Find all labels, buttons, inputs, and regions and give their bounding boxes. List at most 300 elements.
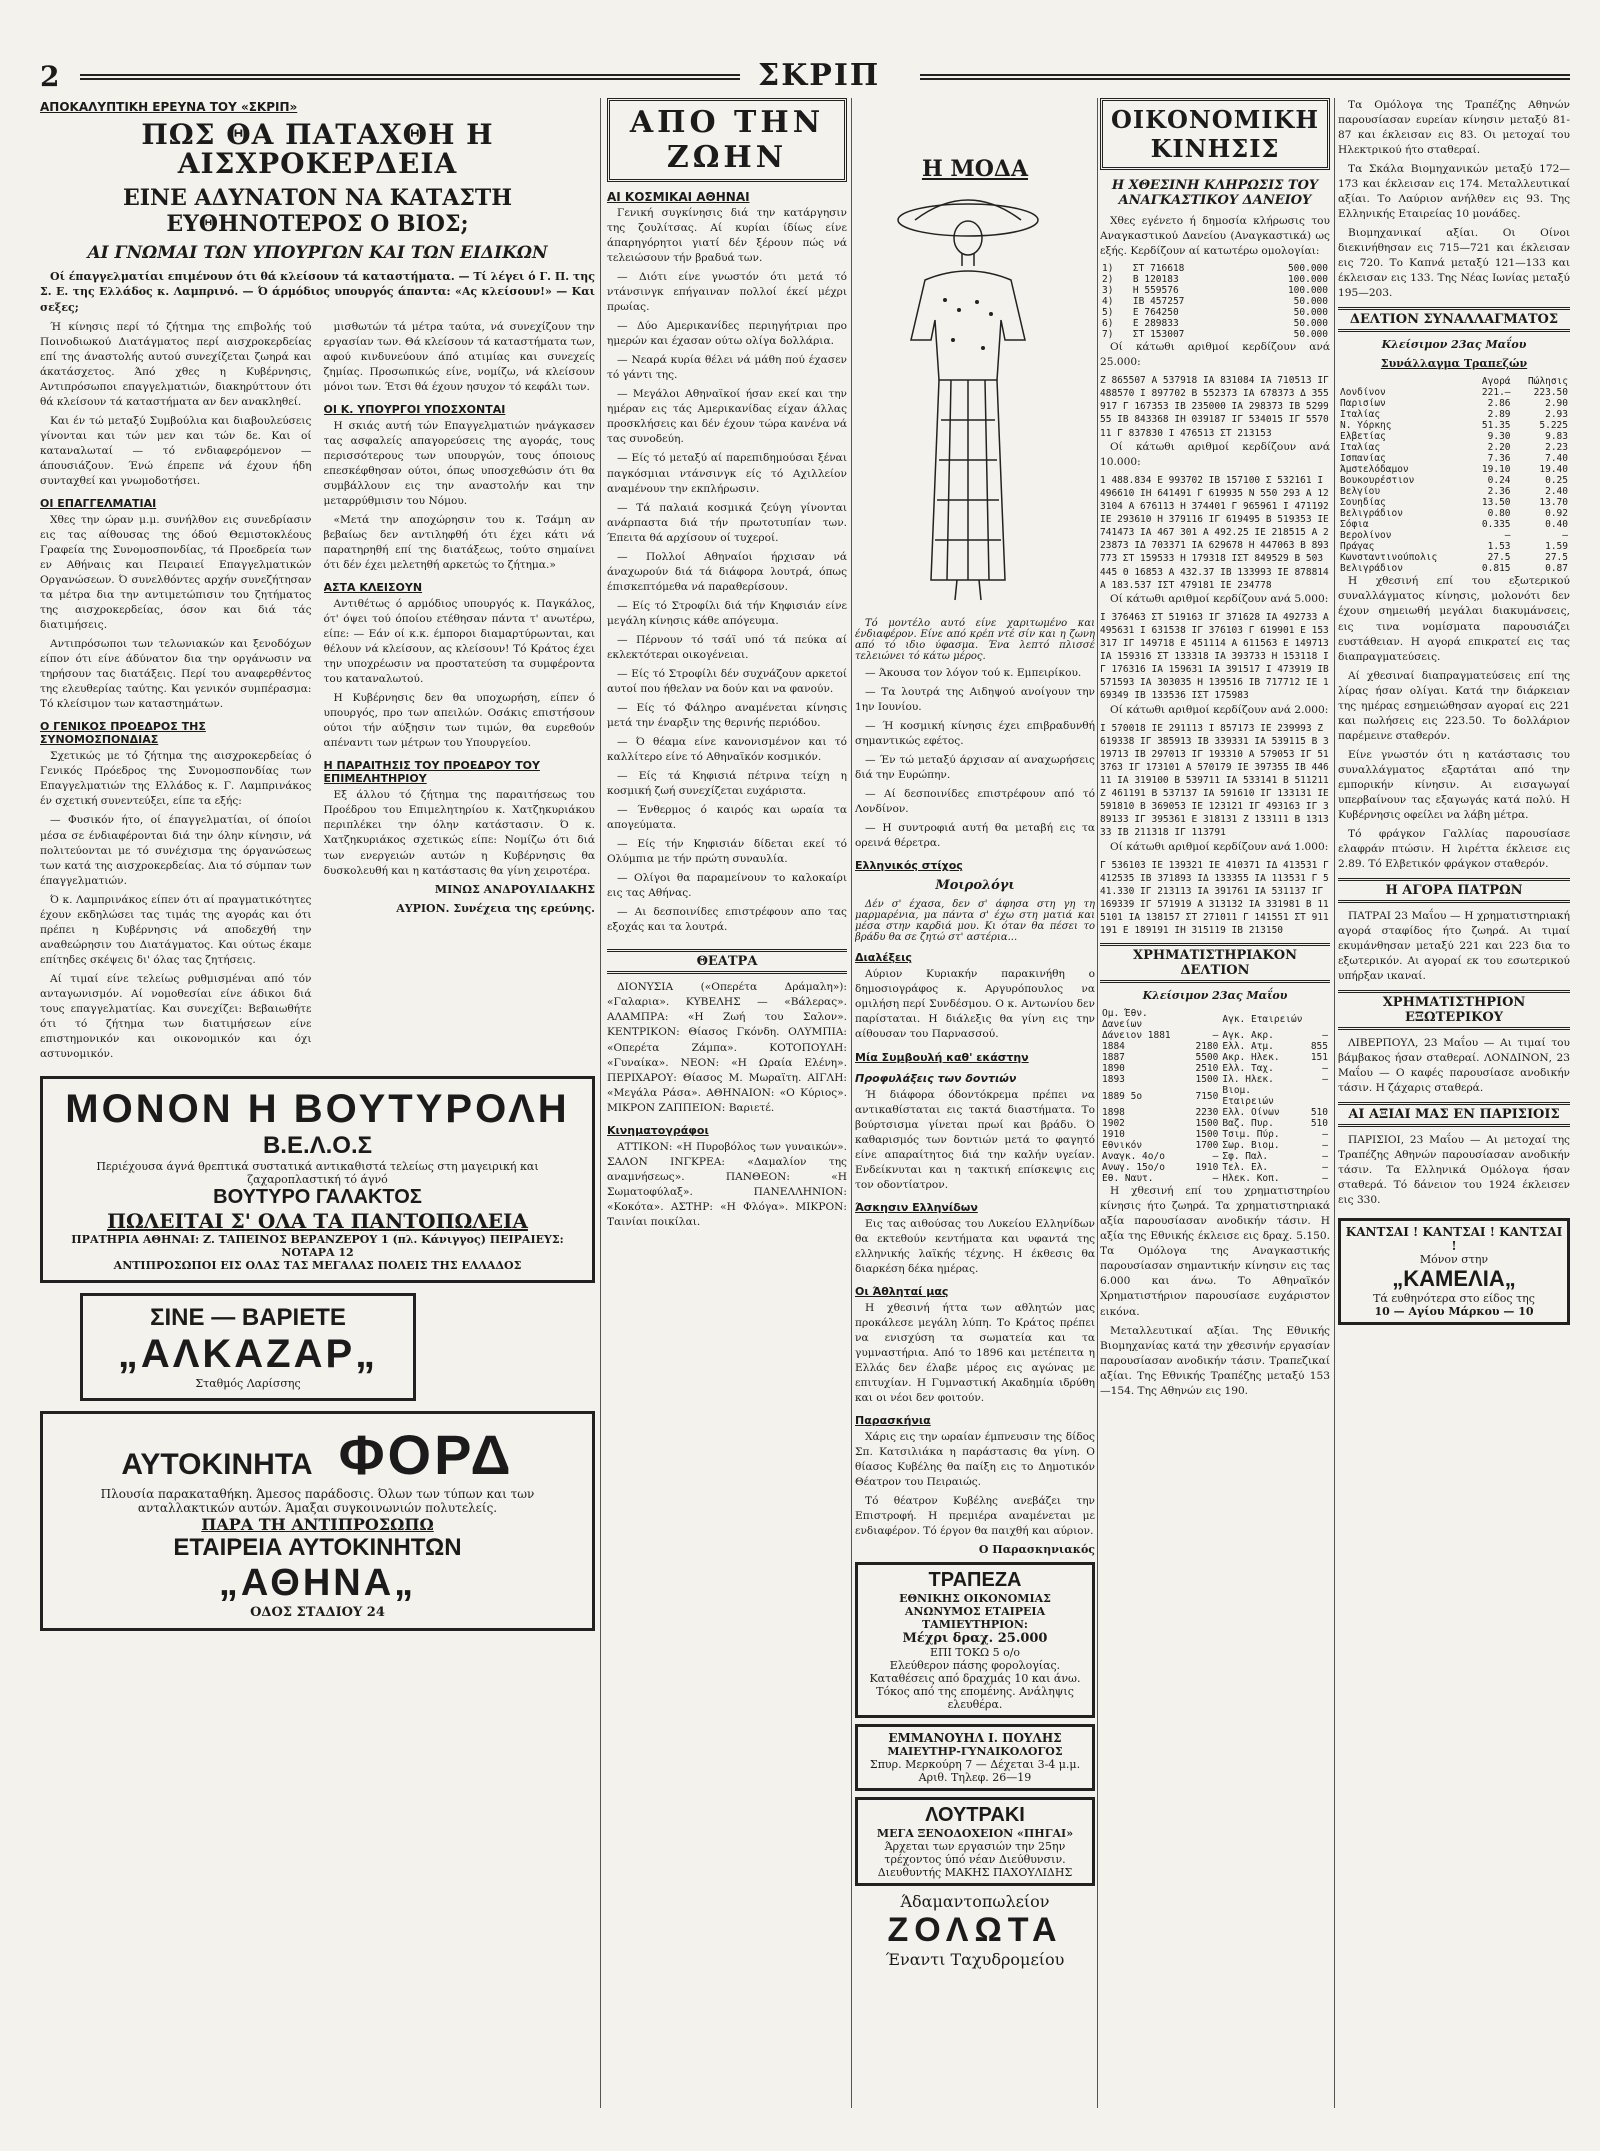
table-cell: Τελ. Ελ.: [1222, 1162, 1269, 1174]
table-cell: —: [1322, 1140, 1328, 1152]
paragraph: Τα Ομόλογα της Τραπέζης Αθηνών παρουσίασαν ευρείαν κίνησιν μεταξύ 81-87 και έκλεισαν εις 83. Οι μετοχαί του Ηλεκτρικού ήτο σταθεραί.: [1338, 99, 1570, 157]
table-cell: [1309, 1008, 1330, 1030]
cinema-heading: Κινηματογράφοι: [607, 1123, 709, 1137]
column-divider: [851, 98, 852, 2108]
table-cell: —: [1322, 1030, 1328, 1042]
paragraph: Ή κίνησις περί τό ζήτημα της επιβολής τού Ποινοδιωκού Διατάγματος περί αισχροκερδείας επί της άναστολής αυτού συνεχίζεται ζωηρά και άκατάσχετος. Άπό χθες η Κυβέρνησις, Αντιπρόσωποι επαγγελματιών, διακηρύττουν ότι θά κλείσουν τά καταστήματα αν δεν ανακληθεί.: [40, 320, 312, 408]
table-row: [1100, 296, 1330, 307]
table-cell: 5): [1102, 307, 1114, 319]
ad-bank: [855, 1562, 1095, 1718]
ad-brand: Β.Ε.Λ.Ο.Σ: [262, 1131, 373, 1159]
paragraph: Και έν τώ μεταξύ Συμβούλια και διαβουλεύσεις γίνονται και τών μεν και τών δε. Και οί καταναλωταί — τό ενδιαφερόμενον — άπουσιάζουν. Ένώ έπρεπε νά έχουν ήδη συνταχθεί και γνωμοδοτήσει.: [40, 414, 312, 487]
table-cell: Σουηδίας: [1340, 497, 1386, 509]
table-cell: 1887: [1102, 1052, 1125, 1064]
table-cell: Βουκουρέστιον: [1340, 475, 1415, 487]
table-cell: Βελγίου: [1340, 486, 1381, 498]
paragraph: ΠΑΤΡΑΙ 23 Μαΐου — Η χρηματιστηριακή αγορά σταφίδος ήτο ζωηρά. Αι τιμαί εκυμάνθησαν μεταξύ 221 και 223 δια το εξωτερικόν. Αι αγοραί εκ του εσωτερικού υπήρξαν ικαναί.: [1338, 910, 1570, 983]
table-cell: 51.35: [1481, 420, 1511, 432]
article-lead: Οί έπαγγελματίαι επιμένουν ότι θά κλείσουν τά καταστήματα. — Τί λέγει ό Γ. Π. της Σ. Ε. της Ελλάδος κ. Λαμπρινό. — Ό άρμόδιος υπουργός άπαντα: «Ας κλείσουν!» — Και σεξες;: [40, 269, 595, 314]
winning-numbers: Ι 376463 ΣΤ 519163 ΙΓ 371628 ΙΑ 492733 Α 495631 Ι 631538 ΙΓ 376103 Γ 619901 Ε 153317 ΙΓ 149718 Ε 451114 Α 611563 Ε 149713 ΙΑ 159316 ΣΤ 133318 ΙΑ 393733 Η 153118 ΙΓ 176316 ΙΑ 159631 ΙΑ 391517 Ι 473919 ΙΒ 571593 ΙΑ 303035 Η 139516 ΙΒ 717712 ΙΕ 169349 ΙΒ 133536 ΙΣΤ 175983: [1100, 611, 1329, 702]
paragraph: — Ή κοσμική κίνησις έχει επιβραδυνθή σημαντικώς εφέτος.: [855, 720, 1095, 748]
table-cell: 7): [1102, 329, 1114, 341]
table-row: [1100, 1162, 1330, 1173]
continued-note: ΑΥΡΙΟΝ. Συνέχεια της ερεύνης.: [396, 901, 595, 915]
table-cell: 1500: [1195, 1129, 1219, 1141]
table-cell: 0.87: [1545, 563, 1568, 575]
table-cell: 0.25: [1545, 475, 1568, 487]
table-cell: 2.93: [1545, 409, 1568, 421]
paragraph: Χθες την ώραν μ.μ. συνήλθον εις συνεδρίασιν εις τας αίθουσας της όδού Θεμιστοκλέους Γραφεία της Συνομοσπονδίας, τά Προεδρεία των εν Αθήναις και Πειραιεί Επαγγελματικών Οργανώσεων. Ό συνελθόντες αρχήν συνεζήτησαν τα μέτρα δια την αντιμετώπισιν του ζητήματος της αισχροκερδείας, όσον και διά τάς διατιμήσεις.: [40, 513, 312, 632]
ad-text: Πλουσία παρακαταθήκη. Άμεσος παράδοσις. Όλων των τύπων και των ανταλλακτικών αυτών. Άμαξαι συγκοινωνιών πολυτελείς.: [100, 1486, 535, 1515]
ad-text: Ελεύθερον πάσης φορολογίας. Καταθέσεις από δραχμάς 10 και άνω. Τόκος από της επομένης. Ανάληψις ελευθέρα.: [869, 1659, 1081, 1712]
paragraph: Η χθεσινή επί του εξωτερικού συναλλάγματος κίνησις, μολονότι δεν έχουν σημειωθή μεγάλαι διακυμάνσεις, εις τινα νομίσματα παρουσιάζει ευστάθειαν. Η αγορά επικρατεί εις τας διαπραγματεύσεις.: [1338, 575, 1570, 663]
table-cell: 0.335: [1481, 519, 1511, 531]
column-divider: [600, 98, 601, 2108]
table-row: [1100, 1074, 1330, 1085]
table-row: [1338, 486, 1570, 497]
table-cell: 0.24: [1487, 475, 1511, 487]
column-header: Αγορά: [1481, 376, 1511, 388]
table-cell: 855: [1310, 1041, 1328, 1053]
table-row: [1338, 541, 1570, 552]
table-cell: 5500: [1195, 1052, 1219, 1064]
table-cell: Ε 289833: [1132, 318, 1179, 330]
table-header-row: [1338, 376, 1570, 387]
table-cell: 9.30: [1487, 431, 1511, 443]
table-cell: 1700: [1195, 1140, 1219, 1152]
ad-company-name: „ΑΘΗΝΑ„: [218, 1561, 417, 1604]
table-cell: —: [1504, 530, 1511, 542]
table-cell: Εθ. Ναυτ.: [1102, 1173, 1154, 1185]
ad-availability: ΠΩΛΕΙΤΑΙ Σ' ΟΛΑ ΤΑ ΠΑΝΤΟΠΩΛΕΙΑ: [107, 1208, 528, 1233]
table-cell: 5.225: [1539, 420, 1568, 432]
table-row: [1100, 263, 1330, 274]
paragraph: Τό θέατρον Κυβέλης ανεβάζει την Επιστροφή. Η πρεμιέρα αναμένεται με ενδιαφέρον. Τό έργον θα παιχθή και αύριον.: [855, 1495, 1095, 1538]
table-cell: 50.000: [1293, 329, 1328, 341]
table-cell: 50.000: [1293, 296, 1328, 308]
table-cell: ΙΒ 457257: [1132, 296, 1185, 308]
economy-column: [1100, 98, 1330, 2108]
stock-bulletin-heading: ΧΡΗΜΑΤΙΣΤΗΡΙΑΚΟΝ ΔΕΛΤΙΟΝ: [1100, 943, 1330, 983]
table-cell: 13.50: [1481, 497, 1511, 509]
ad-hotel: ΜΕΓΑ ΞΕΝΟΔΟΧΕΙΟΝ «ΠΗΓΑΙ»: [876, 1827, 1074, 1841]
ad-slogan: Τά ευθηνότερα στο είδος της: [1373, 1292, 1535, 1306]
paragraph: — Η συντροφιά αυτή θα μεταβή εις τα ορεινά θέρετρα.: [855, 822, 1095, 850]
ad-title: ΛΟΥΤΡΑΚΙ: [925, 1804, 1025, 1827]
ad-address: 10 — Αγίου Μάρκου — 10: [1374, 1305, 1534, 1319]
subheading: ΑΣΤΑ ΚΛΕΙΣΟΥΝ: [323, 581, 423, 595]
paragraph: Εις τας αιθούσας του Λυκείου Ελληνίδων θα εκτεθούν κεντήματα και υφαντά της ελληνικής λαϊκής τέχνης. Η έκθεσις θα διαρκέση δέκα ημέρας.: [855, 1217, 1095, 1275]
ad-company-type: ΑΝΩΝΥΜΟΣ ΕΤΑΙΡΕΙΑ: [904, 1605, 1046, 1619]
paragraph: — Ολίγοι θα παραμείνουν το καλοκαίρι εις τας Αθήνας.: [607, 872, 847, 900]
table-row: [1338, 497, 1570, 508]
table-cell: —: [1322, 1074, 1328, 1086]
page-number: 2: [40, 60, 60, 93]
table-row: [1338, 387, 1570, 398]
table-cell: 2.86: [1487, 398, 1511, 410]
table-row: [1338, 409, 1570, 420]
table-cell: 0.92: [1545, 508, 1568, 520]
ad-title: ΚΑΝΤΣΑΙ ! ΚΑΝΤΣΑΙ ! ΚΑΝΤΣΑΙ !: [1345, 1225, 1563, 1254]
ad-location: Έναντι Ταχυδρομείου: [885, 1950, 1065, 1970]
paris-heading: ΑΙ ΑΞΙΑΙ ΜΑΣ ΕΝ ΠΑΡΙΣΙΟΙΣ: [1338, 1102, 1570, 1127]
table-cell: [1309, 1085, 1330, 1107]
paragraph: ΛΙΒΕΡΠΟΥΛ, 23 Μαΐου — Αι τιμαί του βάμβακος ήσαν σταθεραί. ΛΟΝΔΙΝΟΝ, 23 Μαΐου — Ο καφές παρουσίασε ανοδικήν τάσιν. Η ζάχαρις σταθερά.: [1338, 1037, 1570, 1095]
table-cell: Ελλ. Ταχ.: [1222, 1063, 1274, 1075]
table-cell: 2180: [1195, 1041, 1219, 1053]
paragraph: — Αι δεσποινίδες επιστρέφουν απο τας εξοχάς και τα λουτρά.: [607, 906, 847, 934]
paragraph: Χάρις εις την ωραίαν έμπνευσιν της δίδος Σπ. Κατσιλιάκα η παράστασις θα γίνη. Ο θίασος Κυβέλης θα παίξη εις το Δημοτικόν Θέατρον του Πειραιώς.: [855, 1431, 1095, 1489]
table-cell: Ελλ. Οίνων: [1222, 1107, 1280, 1119]
table-row: [1100, 1063, 1330, 1074]
table-row: [1100, 285, 1330, 296]
table-cell: Β 120183: [1132, 274, 1179, 286]
paragraph: — Φυσικόν ήτο, οί έπαγγελματίαι, οί όποίοι μέσα σε ένδιαφέρονται διά την όλην κίνησιν, νά πολιτεύονται με τό συνέχισμα της όργανώσεως των κατά της αισχροκερδείας. Δια τό σύμπαν των έπαγγελματιών.: [40, 814, 312, 887]
ad-title: ΑΥΤΟΚΙΝΗΤΑ: [121, 1447, 313, 1481]
ad-brand: „ΑΛΚΑΖΑΡ„: [117, 1331, 379, 1376]
table-cell: —: [1212, 1151, 1219, 1163]
column-kicker: ΑΙ ΚΟΣΜΙΚΑΙ ΑΘΗΝΑΙ: [607, 190, 750, 204]
table-row: [1338, 464, 1570, 475]
table-row: [1100, 1118, 1330, 1129]
table-cell: Εθνικόν: [1102, 1140, 1143, 1152]
table-cell: 221.—: [1481, 387, 1511, 399]
paragraph: Οί κάτωθι αριθμοί κερδίζουν ανά 25.000:: [1100, 341, 1330, 369]
article-body-left: [40, 320, 312, 1066]
ad-text: Περιέχουσα άγνά θρεπτικά συστατικά αντικαθιστά τελείως στη μαγειρική και ζαχαροπλαστική τό άγνό: [96, 1159, 539, 1186]
paragraph: — Μεγάλοι Αθηναϊκοί ήσαν εκεί και την ημέραν εις τάς Αμερικανίδας είχαν άλλας προσκλήσεις και δέν έχουν τώρα κανένα νά τας συνοδεύη.: [607, 388, 847, 446]
article-body: [40, 320, 595, 1066]
table-row: [1338, 453, 1570, 464]
column-header: Πώλησις: [1527, 376, 1568, 388]
table-cell: Σωρ. Βιομ.: [1222, 1140, 1280, 1152]
paragraph: — Πέρνουν τό τσάϊ υπό τά πεύκα αί εκλεκτότεραι οικογένειαι.: [607, 633, 847, 661]
table-cell: 4): [1102, 296, 1114, 308]
table-cell: Ισπανίας: [1340, 453, 1386, 465]
table-cell: 0.40: [1545, 519, 1568, 531]
table-cell: Δάνειον 1881: [1102, 1030, 1171, 1042]
table-cell: [1193, 1008, 1220, 1030]
paragraph: ΠΑΡΙΣΙΟΙ, 23 Μαΐου — Αι μετοχαί της Τραπέζης Αθηνών παρουσίασαν ανοδικήν τάσιν. Τα Ελληνικά Ομόλογα ήσαν σταθερά. Τό δάνειον του 1924 έκλεισεν εις 330.: [1338, 1134, 1570, 1207]
advice-heading: Μία Συμβουλή καθ' εκάστην: [855, 1050, 1029, 1064]
ad-title: ΤΡΑΠΕΖΑ: [928, 1569, 1022, 1592]
exchange-subheading: Συνάλλαγμα Τραπεζών: [1380, 357, 1528, 371]
paragraph: — Τά παλαιά κοσμικά ζεύγη γίνονται ανάρπαστα διά τήν πρωτοτυπίαν των. Έπειτα θά αρχίσουν οί τυχεροί.: [607, 501, 847, 544]
poetry-heading: Ελληνικός στίχος: [855, 859, 963, 873]
article-body-right: [324, 320, 596, 1066]
paragraph: Είνε γνωστόν ότι η κατάστασις του συναλλάγματος εξαρτάται από την εμπορικήν κίνησιν. Αι εισαγωγαί υπερβαίνουν τας εξαγωγάς κατά πολύ. Η Κυβέρνησις οφείλει να λάβη μέτρα.: [1338, 748, 1570, 821]
table-cell: Αναγκ. 4ο/ο: [1102, 1151, 1165, 1163]
paragraph: Σχετικώς με τό ζήτημα της αισχροκερδείας ό Γενικός Πρόεδρος της Συνομοσπονδίας των Επαγγελματιών της Ελλάδος κ. Γ. Λαμπρινάκος έν σχετική συνεντεύξει, είπε τα εξής:: [40, 750, 312, 808]
paragraph: Οί κάτωθι αριθμοί κερδίζουν ανά 10.000:: [1100, 440, 1330, 468]
table-cell: 6): [1102, 318, 1114, 330]
poem-title: Μοιρολόγι: [935, 878, 1015, 894]
cinema-listings: ΑΤΤΙΚΟΝ: «Η Πυροβόλος των γυναικών». ΣΑΛΟΝ ΙΝΓΚΡΕΑ: «Δαμαλίον της αναμνήσεως». ΠΑΝΘΕΟΝ: «Η Σωματοφύλαξ». ΠΑΝΕΛΛΗΝΙΟΝ: «Κοκότα». ΑΣΤΗΡ: «Η Φλόγα». ΜΙΚΡΟΝ: Ταινίαι ποικίλαι.: [607, 1140, 847, 1228]
ad-alkazar: [80, 1293, 416, 1401]
table-cell: 510: [1310, 1107, 1328, 1119]
fashion-illustration: [855, 190, 1081, 610]
paragraph: — Πολλοί Αθηναίοι ήρχισαν νά άναχωρούν διά τά διάφορα λουτρά, όπως έπισκεπτόμεθα νά παραθερίσουν.: [607, 550, 847, 593]
subheading: Η ΠΑΡΑΙΤΗΣΙΣ ΤΟΥ ΠΡΟΕΔΡΟΥ ΤΟΥ ΕΠΙΜΕΛΗΤΗΡΙΟΥ: [323, 759, 540, 786]
paragraph: — Είς τό μεταξύ αί παρεπιδημούσαι ξέναι παγκόσμιαι ντάνσινγκ είς τό Αχιλλείον αναμένουν την εκπλήρωσιν.: [607, 452, 847, 495]
fashion-caption: Τό μοντέλο αυτό είνε χαριτωμένο και ένδιαφέρον. Είνε από κρέπ ντέ σίν και η ζωνη από τό ιδιο ύφασμα. Ένα λεπτό πλισσέ τελειώνει τό κάτω μέρος.: [855, 618, 1095, 662]
paragraph: Αί τιμαί είνε τελείως ρυθμισμέναι από τόν ανταγωνισμόν. Αί νομοθεσίαι είνε άδικοι διά τους επαγγελματίας. Και συνεχίζει: Βεβαιωθήτε ότι τό ζήτημα των διατιμήσεων είνε επιστημονικόν και οικονομικόν και όχι αστυνομικόν.: [40, 972, 312, 1060]
subheading: ΟΙ Κ. ΥΠΟΥΡΓΟΙ ΥΠΟΣΧΟΝΤΑΙ: [323, 402, 506, 416]
ad-address: ΠΡΑΤΗΡΙΑ ΑΘΗΝΑΙ: Ζ. ΤΑΠΕΙΝΟΣ ΒΕΡΑΝΖΕΡΟΥ 1 (πλ. Κάνιγγος) ΠΕΙΡΑΙΕΥΣ: ΝΟΤΑΡΑ 12: [71, 1232, 564, 1259]
table-cell: Ν. Υόρκης: [1340, 420, 1392, 432]
header-rule-right: [920, 74, 1570, 80]
ad-ford: [40, 1411, 595, 1631]
table-cell: 2230: [1195, 1107, 1219, 1119]
table-cell: 2.20: [1487, 442, 1511, 454]
table-cell: 223.50: [1533, 387, 1568, 399]
table-row: [1338, 530, 1570, 541]
table-row: [1338, 398, 1570, 409]
paragraph: Βιομηχανικαί αξίαι. Οι Οίνοι διεκινήθησαν εις 715—721 και έκλεισαν εις 720. Το Καπνά μεταξύ 121—133 και έκλεισαν εις 133. Της Νέας Ιωνίας μεταξύ 195—203.: [1338, 227, 1570, 300]
table-cell: Ε 764250: [1132, 307, 1179, 319]
table-cell: —: [1562, 530, 1568, 542]
paragraph: Αντιπρόσωποι των τελωνιακών και ξενοδόχων είπον ότι είνε άδύνατον δια την οργάνωσιν να τηρήσουν τας διατάξεις. Περί του αναφερθέντος της ελευθερίας ταύτης. Και γενικόν συμπέρασμα: Τό κλείσιμον των καταστημάτων.: [40, 638, 312, 711]
paragraph: — Άκουσα τον λόγον τού κ. Εμπειρίκου.: [865, 667, 1082, 679]
table-cell: 1893: [1102, 1074, 1125, 1086]
table-cell: Πράγας: [1340, 541, 1375, 553]
foreign-exchange-heading: ΧΡΗΜΑΤΙΣΤΗΡΙΟΝ ΕΞΩΤΕΡΙΚΟΥ: [1338, 990, 1570, 1030]
ad-title: ΣΙΝΕ — ΒΑΡΙΕΤΕ: [150, 1303, 346, 1331]
table-cell: 1): [1102, 263, 1114, 275]
table-cell: Βελιγράδιον: [1340, 563, 1403, 575]
table-cell: 7.40: [1545, 453, 1568, 465]
table-row: [1338, 442, 1570, 453]
table-cell: Ελβετίας: [1340, 431, 1386, 443]
table-cell: Ακρ. Ηλεκ.: [1222, 1052, 1280, 1064]
ad-zolota: [855, 1892, 1095, 1969]
paragraph: Αύριον Κυριακήν παρακινήθη ο δημοσιογράφος κ. Αργυρόπουλος να ομιλήση περί Συνδέσμου. Ο κ. Αντωνίου δεν παρίσταται. Η διάλεξις θα γίνη εις την αίθουσαν του Παρνασσού.: [855, 968, 1095, 1041]
table-cell: Αγκ. Εταιρειών: [1222, 1013, 1303, 1025]
table-cell: 9.83: [1545, 431, 1568, 443]
table-cell: 2.40: [1545, 486, 1568, 498]
table-cell: Σόφια: [1340, 519, 1369, 531]
table-cell: Ελλ. Ατμ.: [1222, 1041, 1274, 1053]
ad-profession: ΜΑΙΕΥΤΗΡ-ΓΥΝΑΙΚΟΛΟΓΟΣ: [887, 1745, 1063, 1759]
table-cell: Βαζ. Πυρ.: [1222, 1118, 1274, 1130]
investigation-column: [40, 98, 595, 2108]
table-row: [1100, 274, 1330, 285]
table-cell: 19.40: [1539, 464, 1568, 476]
table-row: [1100, 1008, 1330, 1030]
table-cell: 1889 5ο: [1102, 1090, 1143, 1102]
article-headline: ΠΩΣ ΘΑ ΠΑΤΑΧΘΗ Η ΑΙΣΧΡΟΚΕΡΔΕΙΑ: [141, 118, 494, 181]
table-cell: 3): [1102, 285, 1114, 297]
table-cell: 1884: [1102, 1041, 1125, 1053]
table-row: [1100, 307, 1330, 318]
winning-numbers: 1 488.834 Ε 993702 ΙΒ 157100 Σ 532161 Ι 496610 ΙΗ 641491 Γ 619935 Ν 550 293 Α 123104 Α 676113 Η 374401 Γ 965961 Ι 471192 ΙΕ 293610 Η 379116 ΙΓ 619495 Β 519353 ΙΕ 741473 ΙΑ 467 301 Α 492.25 ΙΕ 218515 Α 223873 ΙΔ 703371 ΙΑ 629678 Η 447063 Β 893773 ΣΤ 159533 Η 179318 ΙΣΤ 849529 Β 503 445 Θ 16853 Α 432.37 ΙΒ 133993 ΙΕ 878814 Α 183.537 ΙΣΤ 479181 ΙΕ 234778: [1100, 474, 1329, 591]
subheading: ΟΙ ΕΠΑΓΓΕΛΜΑΤΙΑΙ: [40, 496, 157, 510]
table-cell: —: [1322, 1129, 1328, 1141]
paragraph: — Αί δεσποινίδες επιστρέφουν από τό Λονδίνον.: [855, 788, 1095, 816]
table-cell: Αγκ. Ακρ.: [1222, 1030, 1274, 1042]
paragraph: — Τα λουτρά της Αιδηψού ανοίγουν την 1ην Ιουνίου.: [855, 686, 1095, 714]
table-row: [1100, 1030, 1330, 1041]
ad-text: Άρχεται των εργασιών την 25ην τρέχοντος ύπό νέαν Διεύθυνσιν.: [884, 1840, 1066, 1867]
column-header: [1338, 376, 1470, 387]
table-row: [1100, 318, 1330, 329]
winning-numbers: Γ 536103 ΙΕ 139321 ΙΕ 410371 ΙΔ 413531 Γ 412535 ΙΒ 371893 ΙΔ 133355 ΙΑ 113531 Γ 541.330 ΙΓ 213113 ΙΑ 391761 ΙΑ 531137 ΙΓ 169339 ΙΓ 571919 Α 313132 ΙΑ 331981 Β 115101 ΙΑ 138157 ΣΤ 271011 Γ 141551 ΣΤ 911191 Ε 189191 ΙΗ 315119 ΙΒ 213150: [1100, 859, 1329, 937]
table-cell: Παρισίων: [1340, 398, 1386, 410]
table-cell: 2.23: [1545, 442, 1568, 454]
table-row: [1100, 1085, 1330, 1107]
table-cell: —: [1212, 1030, 1219, 1042]
paragraph: — Νεαρά κυρία θέλει νά μάθη πού έχασεν τό γάντι της.: [607, 354, 847, 382]
ad-brand: ΦΟΡΔ: [338, 1422, 514, 1486]
table-cell: 7.36: [1487, 453, 1511, 465]
lottery-heading: Η ΧΘΕΣΙΝΗ ΚΛΗΡΩΣΙΣ ΤΟΥ ΑΝΑΓΚΑΣΤΙΚΟΥ ΔΑΝΕΙΟΥ: [1111, 178, 1319, 208]
ad-product: ΒΟΥΤΥΡΟ ΓΑΛΑΚΤΟΣ: [213, 1185, 422, 1208]
table-cell: Σφ. Παλ.: [1222, 1151, 1269, 1163]
table-row: [1338, 431, 1570, 442]
table-cell: 1910: [1102, 1129, 1125, 1141]
ad-title: ΜΟΝΟΝ Η ΒΟΥΤΥΡΟΛΗ: [65, 1086, 570, 1131]
paragraph: — Διότι είνε γνωστόν ότι μετά τό ντάνσινγκ επήγαιναν πολλοί έκεί μέχρι πρωίας.: [607, 271, 847, 314]
table-row: [1100, 1173, 1330, 1184]
table-cell: Ανωγ. 15ο/ο: [1102, 1162, 1165, 1174]
table-cell: —: [1212, 1173, 1219, 1185]
prize-table: [1100, 263, 1330, 340]
paragraph: Η σκιάς αυτή τών Επαγγελματιών ηνάγκασεν τας ασφαλείς απαγορεύσεις της αγοράς, τους περισσότερους των υπουργών, τους όποιους επεσκέφθησαν ούτοι, όπως υποσχεθώσιν ότι θα συμβάλλουν εις την αναστολήν και την μεταρρύθμισιν του Νόμου.: [323, 419, 595, 507]
table-cell: 1898: [1102, 1107, 1125, 1119]
paragraph: Ό κ. Λαμπρινάκος είπεν ότι αί πραγματικότητες έχουν εκδηλώσει τας τιμάς της αγοράς και ότι πρέπει η Κυβέρνησις νά αποδεχθή την αναθεώρησιν του Διατάγματος. Και ούτως έκαμε επίτηδες σκέψεις δι' όλας τας ζητήσεις.: [40, 893, 312, 966]
table-cell: —: [1322, 1151, 1328, 1163]
paragraph: Η χθεσινή επί του χρηματιστηρίου κίνησις ήτο ζωηρά. Τα χρηματιστηριακά αξία παρουσίασαν ανοδικήν τάσιν. Η αξία της Εθνικής έκλεισε εις δραχ. 5.150. Τα Ομόλογα της Αναγκαστικής παρουσίασαν σημαντικήν κίνησιν εις τας 6.000 και άνω. Το Αθηναϊκόν Χρηματιστήριον παρουσίασε ευχάριστον εικόνα.: [1100, 1185, 1330, 1318]
table-cell: 500.000: [1287, 263, 1328, 275]
paragraph: — Είς τά Κηφισιά πέτρινα τείχη η κοσμική ζωή συνεχίζεται ευχάριστα.: [607, 770, 847, 798]
section-title-life: ΑΠΟ ΤΗΝ ΖΩΗΝ: [607, 98, 847, 182]
column-divider: [1097, 98, 1098, 2108]
ad-director: Διευθυντής ΜΑΚΗΣ ΠΑΧΟΥΛΙΔΗΣ: [877, 1866, 1073, 1880]
table-cell: 510: [1310, 1118, 1328, 1130]
article-deck: ΑΙ ΓΝΩΜΑΙ ΤΩΝ ΥΠΟΥΡΓΩΝ ΚΑΙ ΤΩΝ ΕΙΔΙΚΩΝ: [87, 242, 548, 263]
table-cell: Ιταλίας: [1340, 442, 1381, 454]
paragraph: Η Κυβέρνησις δεν θα υποχωρήση, είπεν ό υπουργός, προ των απειλών. Οσάκις επιστήσουν ούτοι τήν αύξησιν των τιμών, θα ευρεθούν απέναντι των μέτρων του Υπουργείου.: [323, 692, 595, 750]
table-row: [1100, 1151, 1330, 1162]
table-row: [1100, 1052, 1330, 1063]
table-cell: 50.000: [1293, 318, 1328, 330]
paragraph: Αντιθέτως ό αρμόδιος υπουργός κ. Παγκάλος, ότ' όψει τού όποίου ετέθησαν πάντα τ' ανωτέρω, είπε: — Εάν οί κ.κ. έμποροι διαμαρτύρωνται, και θέλουν νά κλείσουν, ας κλείσουν! Τό Κράτος έχει την υποχρέωσιν να προστατεύση τα συμφέροντα του καταναλωτού.: [323, 598, 595, 686]
stock-bulletin-date: Κλείσιμον 23ας Μαΐου: [1142, 989, 1288, 1003]
table-cell: 1902: [1102, 1118, 1125, 1130]
ad-text: Μόνον στην: [1419, 1253, 1489, 1267]
table-cell: Άμστελόδαμον: [1340, 464, 1409, 476]
paragraph: — Ένθερμος ό καιρός και ωραία τα απογεύματα.: [607, 804, 847, 832]
table-cell: 1.53: [1487, 541, 1511, 553]
paragraph: — Έν τώ μεταξύ άρχισαν αί αναχωρήσεις διά την Ευρώπην.: [855, 754, 1095, 782]
table-cell: Βιομ. Εταιρειών: [1222, 1085, 1274, 1108]
author-signature: ΜΙΝΩΣ ΑΝΔΡΟΥΛΙΔΑΚΗΣ: [434, 882, 595, 896]
poem-text: Δέν σ' έχασα, δεν σ' άφησα στη γη τη μαρμαρένια, μα πάντα σ' έχω στη ματιά και μέσα στην καρδιά μου. Κι όταν θα πέσει το βράδυ θα σε ζητώ στ' αστέρια...: [855, 899, 1095, 944]
table-cell: Ιλ. Ηλεκ.: [1222, 1074, 1274, 1086]
exchange-column: [1338, 98, 1570, 2108]
paragraph: Εξ άλλου τό ζήτημα της παραιτήσεως του Προέδρου του Επιμελητηρίου κ. Χατζηκυριάκου περιπλέκει την όλην κατάστασιν. Ό κ. Χατζηκυριάκος σχετικώς είπε: Νομίζω ότι διά των ενεργειών αυτών η Κυβέρνησις θα δυσκολευθή και η κατάστασις θα γίνη χειροτέρα.: [323, 789, 595, 877]
paragraph: Η χθεσινή ήττα των αθλητών μας προκάλεσε μεγάλη λύπη. Το Κράτος πρέπει να ενισχύση τα σωματεία και τα γυμναστήρια. Από το 1896 και μετέπειτα η Ελλάς δεν έλαβε μέρος εις αγώνας με επιτυχίαν. Η Γυμναστική Ακαδημία ιδρύθη και οι νέοι δεν φοιτούν.: [855, 1301, 1095, 1405]
masthead: ΣΚΡΙΠ: [750, 58, 888, 93]
table-row: [1100, 1107, 1330, 1118]
paragraph: Τα Σκάλα Βιομηχανικών μεταξύ 172—173 και έκλεισαν εις 174. Μεταλλευτικαί αξίαι. Το Λαύριον ανήλθεν εις 93. Της Ελληνικής Εταιρείας 10 μονάδες.: [1338, 163, 1570, 221]
paragraph: Γενική συγκίνησις διά την κατάργησιν της ζουλίτσας. Αί κυρίαι ίδίως είνε άπαρηγόρητοι γιατί δέν ξέρουν πώς νά τελειώσουν τήν βραδυά των.: [607, 207, 847, 265]
article-kicker: ΑΠΟΚΑΛΥΠΤΙΚΗ ΕΡΕΥΝΑ ΤΟΥ «ΣΚΡΙΠ»: [40, 100, 298, 114]
paragraph: — Είς τό Στροφίλι διά τήν Κηφισιάν είνε μεγάλη κίνησις κάθε απόγευμα.: [607, 599, 847, 627]
section-title-economy: ΟΙΚΟΝΟΜΙΚΗ ΚΙΝΗΣΙΣ: [1100, 98, 1330, 170]
table-cell: 27.5: [1545, 552, 1568, 564]
advice-title: Προφυλάξεις των δοντιών: [855, 1071, 1017, 1085]
table-cell: Βερολίνον: [1340, 530, 1392, 542]
ad-bank-name: ΕΘΝΙΚΗΣ ΟΙΚΟΝΟΜΙΑΣ: [899, 1592, 1051, 1606]
ad-voutyroli: [40, 1076, 595, 1283]
fashion-column: [855, 98, 1095, 2108]
table-cell: —: [1322, 1063, 1328, 1075]
life-column: [607, 98, 847, 2108]
table-row: [1338, 519, 1570, 530]
paragraph: — Δύο Αμερικανίδες περιηγήτριαι προ ημερών και έχασαν ούτω ολίγα δολλάρια.: [607, 320, 847, 348]
table-cell: Ιταλίας: [1340, 409, 1381, 421]
table-cell: Κωνσταντινούπολις: [1340, 552, 1438, 564]
table-cell: 1890: [1102, 1063, 1125, 1075]
table-cell: Ηλεκ. Κοπ.: [1222, 1173, 1280, 1185]
paragraph: — Είς τό Φάληρο αναμένεται κίνησις μετά την έναρξιν της θερινής περιόδου.: [607, 701, 847, 729]
table-cell: 0.815: [1481, 563, 1511, 575]
paragraph: Χθες εγένετο ή δημοσία κλήρωσις του Αναγκαστικού Δανείου (Αναγκαστικά) ως εξής. Κερδίζουν αί κατωτέρω ομολογίαι:: [1100, 215, 1330, 258]
paragraph: Οί κάτωθι αριθμοί κερδίζουν ανά 5.000:: [1110, 592, 1329, 605]
ad-doctor: [855, 1724, 1095, 1791]
ad-interest: ΕΠΙ ΤΟΚΩ 5 ο/ο: [929, 1646, 1021, 1660]
ad-kamelia: [1338, 1218, 1570, 1325]
page-header: [40, 60, 1570, 94]
table-row: [1100, 1041, 1330, 1052]
paragraph: — Ό θέαμα είνε κανονισμένον και τό καλλίτερο είνε τό Αθηναϊκόν κοσμικόν.: [607, 736, 847, 764]
paragraph: μισθωτών τά μέτρα ταύτα, νά συνεχίζουν την εργασίαν των. Θά κλείσουν τά καταστήματα των, αφού κινδυνεύουν άπό ατιμίας και συνεχείς ζημίας. Προσωπικώς είνε, νομίζω, νά κλείσουν μόνοι των. Έτσι θά έχουν ησυχον τό κεφάλι των.: [323, 320, 595, 393]
ad-title-row: [53, 1422, 582, 1487]
ad-name: ΕΜΜΑΝΟΥΗΛ Ι. ΠΟΥΛΗΣ: [888, 1731, 1062, 1746]
lectures-heading: Διαλέξεις: [855, 951, 912, 965]
table-cell: 2510: [1195, 1063, 1219, 1075]
table-row: [1338, 508, 1570, 519]
table-cell: 1910: [1195, 1162, 1219, 1174]
table-row: [1338, 420, 1570, 431]
ad-company: ΕΤΑΙΡΕΙΑ ΑΥΤΟΚΙΝΗΤΩΝ: [173, 1533, 462, 1561]
ad-amount: Μέχρι δραχ. 25.000: [902, 1631, 1048, 1647]
theatre-listings: ΔΙΟΝΥΣΙΑ («Οπερέτα Δράμαλη»): «Γαλαρια». ΚΥΒΕΛΗΣ — «Βάλερας». ΑΛΑΜΠΡΑ: «Η Ζωή του Σαλον». ΚΕΝΤΡΙΚΟΝ: Θίασος Γκόνδη. ΟΛΥΜΠΙΑ: «Οπερέτα Ζάμπα». ΚΟΤΟΠΟΥΛΗ: «Γυναίκα». ΝΕΟΝ: «Η Ωραία Ελένη». ΠΕΡΙΧΑΡΟΥ: Θίασος Μ. Μωραϊτη. ΑΙΓΛΗ: «Μεγάλα Ράσα». ΑΘΗΝΑΙΟΝ: «Ο Κύριος». ΜΙΚΡΟΝ ΖΑΠΠΕΙΟΝ: Βαριετέ.: [607, 981, 847, 1114]
table-cell: 27.5: [1487, 552, 1511, 564]
table-cell: 13.70: [1539, 497, 1568, 509]
table-cell: Λονδίνον: [1340, 387, 1386, 399]
ad-kicker: Άδαμαντοπωλείον: [900, 1892, 1050, 1912]
table-cell: 0.80: [1487, 508, 1511, 520]
ad-address: ΟΔΟΣ ΣΤΑΔΙΟΥ 24: [250, 1604, 385, 1620]
paragraph: Οί κάτωθι αριθμοί κερδίζουν ανά 1.000:: [1110, 840, 1329, 853]
column-signature: Ο Παρασκηνιακός: [978, 1543, 1095, 1557]
table-cell: Η 559576: [1132, 285, 1179, 297]
paragraph: «Μετά την αποχώρησιν του κ. Τσάμη αν βεβαίως δεν αντιληφθή ότι έχει κάτι νά παρατηρηθή επί της διατάξεως, τούτο σημαίνει ότι δέν έχει μελετηθή αρκετώς το ζήτημα.»: [323, 513, 595, 572]
table-cell: —: [1322, 1162, 1328, 1174]
table-cell: 100.000: [1287, 274, 1328, 286]
ad-agency: ΠΑΡΑ ΤΗ ΑΝΤΙΠΡΟΣΩΠΩ: [201, 1514, 434, 1534]
paragraph: Τό φράγκον Γαλλίας παρουσίασε ελαφράν πτώσιν. Η λιρέττα έκλεισε εις 2.89. Τό Ελβετικόν φράγκον σταθερόν.: [1338, 827, 1570, 870]
exchange-heading: ΔΕΛΤΙΟΝ ΣΥΝΑΛΛΑΓΜΑΤΟΣ: [1338, 307, 1570, 332]
table-cell: 2.89: [1487, 409, 1511, 421]
ad-agents: ΑΝΤΙΠΡΟΣΩΠΟΙ ΕΙΣ ΟΛΑΣ ΤΑΣ ΜΕΓΑΛΑΣ ΠΟΛΕΙΣ ΤΗΣ ΕΛΛΑΔΟΣ: [113, 1258, 522, 1272]
exchange-table: [1338, 376, 1570, 574]
table-cell: 151: [1310, 1052, 1328, 1064]
table-cell: 100.000: [1287, 285, 1328, 297]
table-cell: 1.59: [1545, 541, 1568, 553]
